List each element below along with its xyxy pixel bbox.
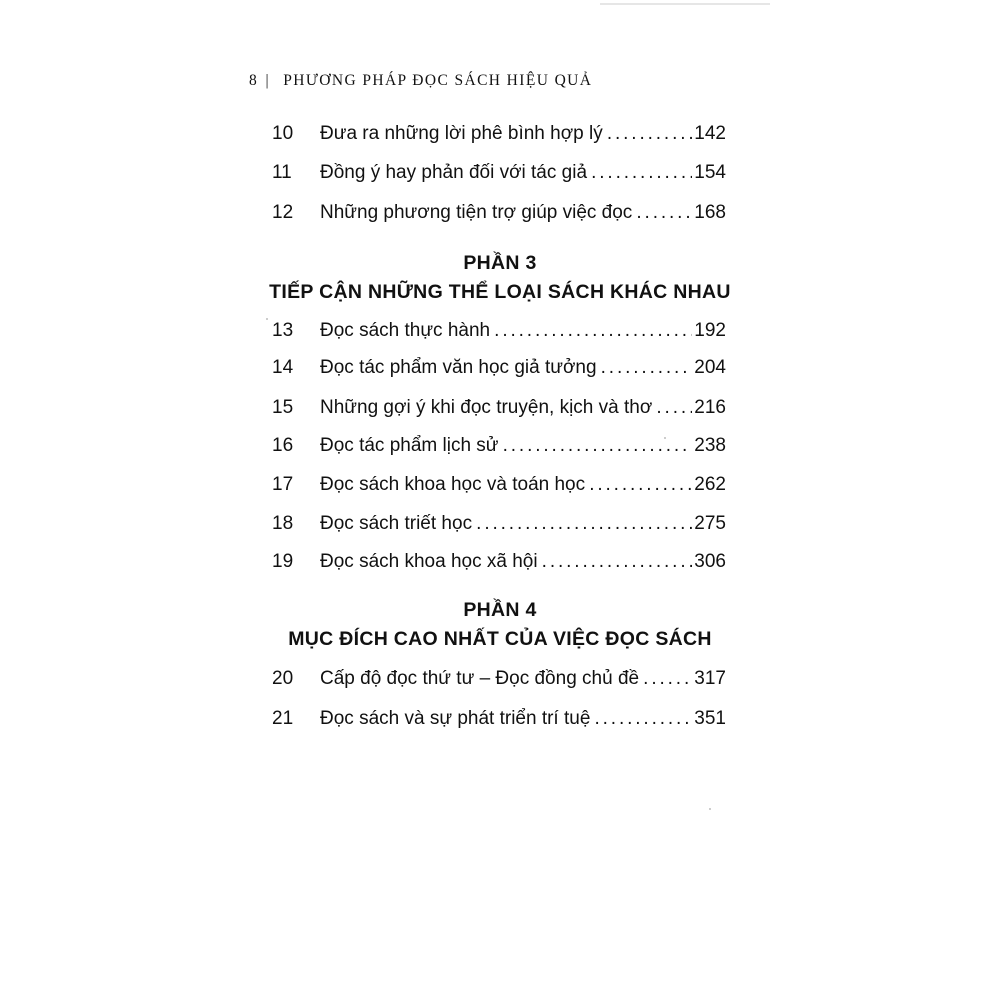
part-3-label: PHẦN 3 — [463, 252, 537, 274]
toc-entry-title: Cấp độ đọc thứ tư – Đọc đồng chủ đề — [320, 668, 640, 689]
toc-entry-page: 216 — [692, 395, 726, 421]
toc-entry-page: 168 — [692, 200, 726, 226]
scan-speck — [266, 318, 268, 320]
toc-entry-number: 18 — [272, 513, 294, 534]
toc-entry — [272, 200, 726, 226]
toc-entry — [272, 355, 726, 381]
toc-entry-number: 12 — [272, 202, 294, 223]
header-separator: | — [265, 72, 270, 89]
toc-entry-number: 13 — [272, 320, 294, 341]
toc-entry-title: Đọc tác phẩm lịch sử — [320, 435, 499, 456]
toc-entry-page: 142 — [692, 121, 726, 147]
toc-entry — [272, 395, 726, 421]
part-4-title: MỤC ĐÍCH CAO NHẤT CỦA VIỆC ĐỌC SÁCH — [288, 628, 712, 650]
toc-entry — [272, 433, 726, 459]
header-page-number: 8 — [249, 72, 259, 89]
header-book-title: PHƯƠNG PHÁP ĐỌC SÁCH HIỆU QUẢ — [283, 72, 593, 89]
toc-entry — [272, 472, 726, 498]
toc-entry — [272, 121, 726, 147]
toc-entry-title: Những gợi ý khi đọc truyện, kịch và thơ — [320, 397, 653, 418]
toc-entry-title: Đọc sách triết học — [320, 513, 473, 534]
toc-entry-title: Đọc sách thực hành — [320, 320, 491, 341]
toc-entry-number: 17 — [272, 474, 294, 495]
toc-entry-title: Đọc sách và sự phát triển trí tuệ — [320, 708, 591, 729]
toc-entry-page: 262 — [692, 472, 726, 498]
running-header — [249, 72, 592, 90]
toc-entry-page: 351 — [692, 706, 726, 732]
toc-entry-page: 306 — [692, 549, 726, 575]
toc-entry — [272, 160, 726, 186]
scan-speck — [664, 437, 666, 439]
toc-entry — [272, 511, 726, 537]
toc-entry-title: Đọc sách khoa học và toán học — [320, 474, 586, 495]
toc-entry — [272, 706, 726, 732]
toc-entry-page: 192 — [692, 318, 726, 344]
toc-entry-title: Đưa ra những lời phê bình hợp lý — [320, 123, 603, 144]
toc-entry-title: Đồng ý hay phản đối với tác giả — [320, 162, 588, 183]
part-3-title: TIẾP CẬN NHỮNG THỂ LOẠI SÁCH KHÁC NHAU — [269, 281, 731, 303]
toc-entry-page: 154 — [692, 160, 726, 186]
toc-entry-number: 10 — [272, 123, 294, 144]
toc-entry — [272, 549, 726, 575]
toc-entry-page: 317 — [692, 666, 726, 692]
toc-entry-number: 20 — [272, 668, 294, 689]
toc-entry-page: 238 — [692, 433, 726, 459]
toc-entry-number: 15 — [272, 397, 294, 418]
toc-entry-title: Đọc tác phẩm văn học giả tưởng — [320, 357, 597, 378]
toc-entry — [272, 666, 726, 692]
toc-entry-page: 275 — [692, 511, 726, 537]
toc-entry — [272, 318, 726, 344]
toc-entry-page: 204 — [692, 355, 726, 381]
toc-entry-number: 16 — [272, 435, 294, 456]
toc-entry-number: 21 — [272, 708, 294, 729]
scan-speck — [709, 808, 711, 810]
toc-entry-number: 14 — [272, 357, 294, 378]
toc-entry-number: 11 — [272, 162, 292, 183]
toc-entry-title: Đọc sách khoa học xã hội — [320, 551, 538, 572]
part-4-label: PHẦN 4 — [463, 599, 537, 621]
toc-entry-number: 19 — [272, 551, 294, 572]
page-top-edge — [600, 3, 770, 5]
toc-entry-title: Những phương tiện trợ giúp việc đọc — [320, 202, 633, 223]
